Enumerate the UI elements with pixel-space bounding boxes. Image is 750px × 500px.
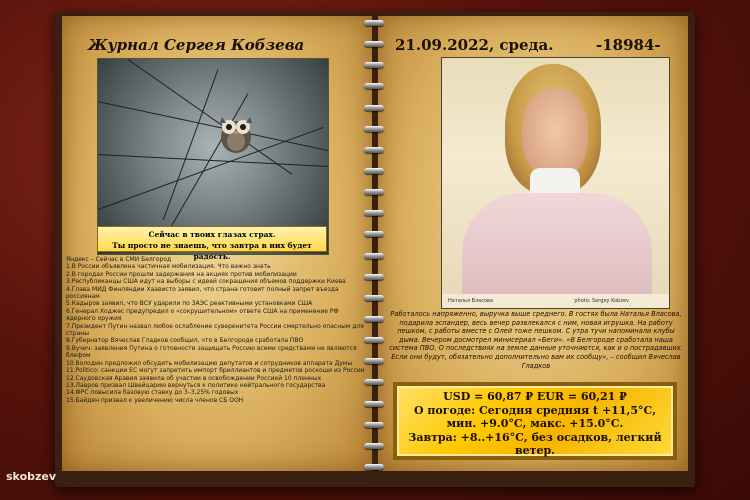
owl-caption-line1: Сейчас в твоих глазах страх. — [148, 230, 276, 239]
binding-ring — [364, 168, 384, 174]
binding-ring — [364, 316, 384, 322]
news-item: 1.В России объявлена частичная мобилизация. Что важно знать — [66, 263, 271, 271]
diary-text: Работалось напряженно, выручка выше среднего. В гостях была Наталья Власова, подарила эспандер, весь вечер развлекался с ним, новая игрушка. На работу пешком, с работы вместе с Олей тоже пешком. С утра тучи напоминали клубы дыма. Вечером досмотрел минисериал «Беги». «В Белгороде сработала наша система ПВО. О последствиях на земле данные уточняются, как и о пострадавших. Если они будут, обязательно дополнительно вам их сообщу», – сообщил Вячеслав Гладков — [389, 310, 683, 370]
spiral-binding — [364, 20, 386, 470]
news-item: 15.Байден призвал к увеличению числа членов СБ ООН — [66, 396, 244, 404]
news-item: 6.Генерал Ходжес предупредил о «сокрушительном» ответе США на применение РФ ядерного оружия — [66, 307, 339, 323]
currency-rates: USD = 60,87 ₽ EUR = 60,21 ₽ — [443, 390, 627, 403]
info-box — [393, 382, 677, 460]
news-item: 14.ФРС повысила базовую ставку до 3–3,25% годовых — [66, 389, 239, 397]
binding-ring — [364, 20, 384, 26]
binding-ring — [364, 253, 384, 259]
news-list — [66, 256, 366, 404]
binding-ring — [364, 379, 384, 385]
binding-ring — [364, 422, 384, 428]
binding-ring — [364, 83, 384, 89]
binding-ring — [364, 337, 384, 343]
binding-ring — [364, 126, 384, 132]
portrait-name: Наталья Власова — [448, 298, 494, 304]
news-item: 5.Кадыров заявил, что ВСУ ударили по ЗАЭС реактивными установками США — [66, 300, 313, 308]
news-item: 8.Губернатор Вячеслав Гладков сообщил, что в Белгороде сработала ПВО — [66, 337, 304, 345]
news-item: 13.Лавров призвал Швейцарию вернуться к политике нейтрального государства — [66, 381, 326, 389]
news-item: 7.Президент Путин назвал любое ослабление суверенитета России смертельно опасным для страны — [66, 322, 364, 338]
portrait-photo — [441, 57, 670, 309]
news-item: 11.Politico: санкции ЕС могут запретить импорт бриллиантов и предметов роскоши из России — [66, 367, 365, 375]
binding-ring — [364, 147, 384, 153]
entry-number: -18984- — [596, 36, 661, 54]
journal-title: Журнал Сергея Кобзева — [88, 36, 305, 54]
binding-ring — [364, 105, 384, 111]
binding-ring — [364, 443, 384, 449]
weather-tomorrow: Завтра: +8..+16°С, без осадков, легкий — [408, 430, 662, 444]
binding-ring — [364, 358, 384, 364]
news-item: 2.В городах России прошли задержания на акциях против мобилизации — [66, 270, 297, 278]
weather-minmax: мин. +9.0°С, макс. +15.0°С. — [446, 417, 624, 430]
binding-ring — [364, 274, 384, 280]
binding-ring — [364, 210, 384, 216]
owl-figure — [216, 111, 256, 155]
news-item: 4.Глава МИД Финляндии Хаависто заявил, что страна готовит полный запрет въезда россиянам — [66, 285, 339, 301]
binding-ring — [364, 41, 384, 47]
weather-today: О погоде: Сегодня средняя t +11,5°С, — [413, 403, 657, 417]
news-item: 9.Вучич: заявления Путина о готовности защищать Россию всеми средствами не являются блефом — [66, 344, 357, 360]
news-item: 12.Саудовская Аравия заявила об участии в освобождении Россией 10 пленных — [66, 374, 322, 382]
owl-caption-line2: Ты просто не знаешь, что завтра в них будет радость. — [112, 241, 312, 261]
binding-ring — [364, 464, 384, 470]
binding-ring — [364, 189, 384, 195]
entry-date: 21.09.2022, среда. — [395, 36, 554, 54]
watermark: skobzev — [6, 470, 57, 483]
binding-ring — [364, 231, 384, 237]
binding-ring — [364, 62, 384, 68]
news-item: 10.Володин предложил обсудить мобилизацию депутатов и сотрудников аппарата Думы — [66, 359, 353, 367]
binding-ring — [364, 295, 384, 301]
news-item: 3.Республиканцы США идут на выборы с идеей сокращения объемов поддержки Киева — [66, 278, 346, 286]
news-source: Яндекс – Сейчас в СМИ Белгород — [66, 256, 172, 263]
weather-tomorrow-cont: ветер. — [515, 444, 555, 457]
binding-ring — [364, 401, 384, 407]
portrait-credit: photo: Sergey Kobzev — [574, 298, 629, 304]
portrait-nameplate — [442, 294, 669, 308]
